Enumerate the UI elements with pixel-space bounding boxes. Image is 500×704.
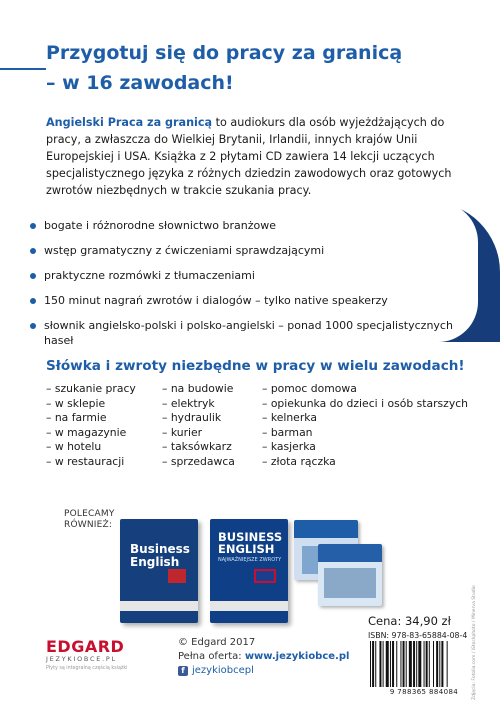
headline-rule xyxy=(0,68,46,70)
vocab-item: – złota rączka xyxy=(262,454,336,468)
feature-item: słownik angielsko-polski i polsko-angielski – ponad 1000 specjalistycznych haseł xyxy=(30,318,475,348)
vocab-item: – w magazynie xyxy=(46,425,127,439)
vocab-item: – barman xyxy=(262,425,313,439)
facebook-handle: jezykiobcepl xyxy=(192,665,254,676)
feature-item: praktyczne rozmówki z tłumaczeniami xyxy=(30,268,475,283)
copyright: © Edgard 2017 xyxy=(178,637,256,648)
headline-line-2: – w 16 zawodach! xyxy=(46,72,234,94)
vocab-item: – kelnerka xyxy=(262,411,317,424)
logo-main: EDGARD xyxy=(46,637,125,656)
vocab-item: – w hotelu xyxy=(46,440,102,453)
book-2-footer-strip xyxy=(210,601,288,611)
vocab-item: – opiekunka do dzieci i osób starszych xyxy=(262,396,468,410)
book-1-title-line: Business xyxy=(130,542,190,556)
vocab-item: – pomoc domowa xyxy=(262,382,357,395)
offer-label: Pełna oferta: xyxy=(178,651,245,662)
isbn: ISBN: 978-83-65884-08-4 xyxy=(368,631,468,640)
vocab-heading: Słówka i zwroty niezbędne w pracy w wielu zawodach! xyxy=(46,358,465,374)
book-3-header xyxy=(294,520,358,538)
vocab-item: – szukanie pracy xyxy=(46,382,136,395)
intro-text: to audiokurs dla osób wyjeżdżających do pracy, a zwłaszcza do Wielkiej Brytanii, Irlandii, innych krajów Unii Europejskiej i USA. Książka z 2 płytami CD zawiera 14 lekcji uczących specjalistycznego języka z różnych dziedzin zawodowych oraz gotowych zwrotów niezbędnych w trakcie szukania pracy. xyxy=(46,116,452,197)
book-cover-business-english[interactable] xyxy=(120,519,198,623)
barcode xyxy=(368,641,480,687)
book-2-title xyxy=(218,531,282,555)
headline xyxy=(46,38,486,98)
book-1-footer-strip xyxy=(120,601,198,611)
intro-paragraph xyxy=(46,114,476,199)
book-1-badge xyxy=(168,569,186,583)
barcode-number: 9 788365 884084 xyxy=(389,688,459,696)
logo-tagline: Płyty są integralną częścią książki xyxy=(46,666,128,671)
book-4-header xyxy=(318,544,382,562)
book-1-title-line: English xyxy=(130,555,180,569)
book-2-subtitle: NAJWAŻNIEJSZE ZWROTY xyxy=(218,557,282,563)
features-list xyxy=(30,218,475,358)
offer-line xyxy=(178,650,349,664)
facebook-row[interactable] xyxy=(178,664,349,678)
book-2-title-line: BUSINESS xyxy=(218,530,283,544)
vocab-column-3 xyxy=(262,382,468,469)
vocab-item: – na farmie xyxy=(46,411,107,424)
logo-sub: JEZYKIOBCE.PL xyxy=(46,655,117,663)
vocab-item: – sprzedawca xyxy=(162,454,235,468)
uk-flag-icon xyxy=(254,569,276,583)
vocab-column-2 xyxy=(162,382,235,469)
vocab-item: – na budowie xyxy=(162,382,234,395)
publisher-footer xyxy=(178,636,349,678)
vocab-item: – w sklepie xyxy=(46,396,106,410)
vocab-item: – w restauracji xyxy=(46,454,125,468)
book-1-title xyxy=(130,543,190,569)
edgard-logo xyxy=(46,639,166,674)
vocab-item: – elektryk xyxy=(162,396,215,410)
facebook-icon: f xyxy=(178,666,188,676)
book-cover-fiszki-2[interactable] xyxy=(318,544,382,606)
price: Cena: 34,90 zł xyxy=(368,614,451,628)
book-2-title-line: ENGLISH xyxy=(218,542,275,556)
feature-item: wstęp gramatyczny z ćwiczeniami sprawdzającymi xyxy=(30,243,475,258)
vocab-item: – hydraulik xyxy=(162,411,222,424)
vocab-item: – taksówkarz xyxy=(162,440,232,453)
recommend-line-2: RÓWNIEŻ: xyxy=(64,520,113,530)
vocab-column-1 xyxy=(46,382,136,469)
vocab-item: – kurier xyxy=(162,425,203,439)
website-link[interactable]: www.jezykiobce.pl xyxy=(244,651,350,662)
book-4-photo xyxy=(324,568,376,598)
recommend-line-1: POLECAMY xyxy=(64,509,115,519)
headline-line-1: Przygotuj się do pracy za granicą xyxy=(46,42,403,64)
intro-bold-title: Angielski Praca za granicą xyxy=(46,116,213,129)
vocab-item: – kasjerka xyxy=(262,440,316,453)
feature-item: 150 minut nagrań zwrotów i dialogów – tylko native speakerzy xyxy=(30,293,475,308)
recommend-label xyxy=(64,509,115,531)
photo-credit: Zdjęcia: Fotolia.com / iStockphoto / Minerva Studio xyxy=(472,585,477,700)
book-cover-business-english-phrases[interactable] xyxy=(210,519,288,623)
feature-item: bogate i różnorodne słownictwo branżowe xyxy=(30,218,475,233)
